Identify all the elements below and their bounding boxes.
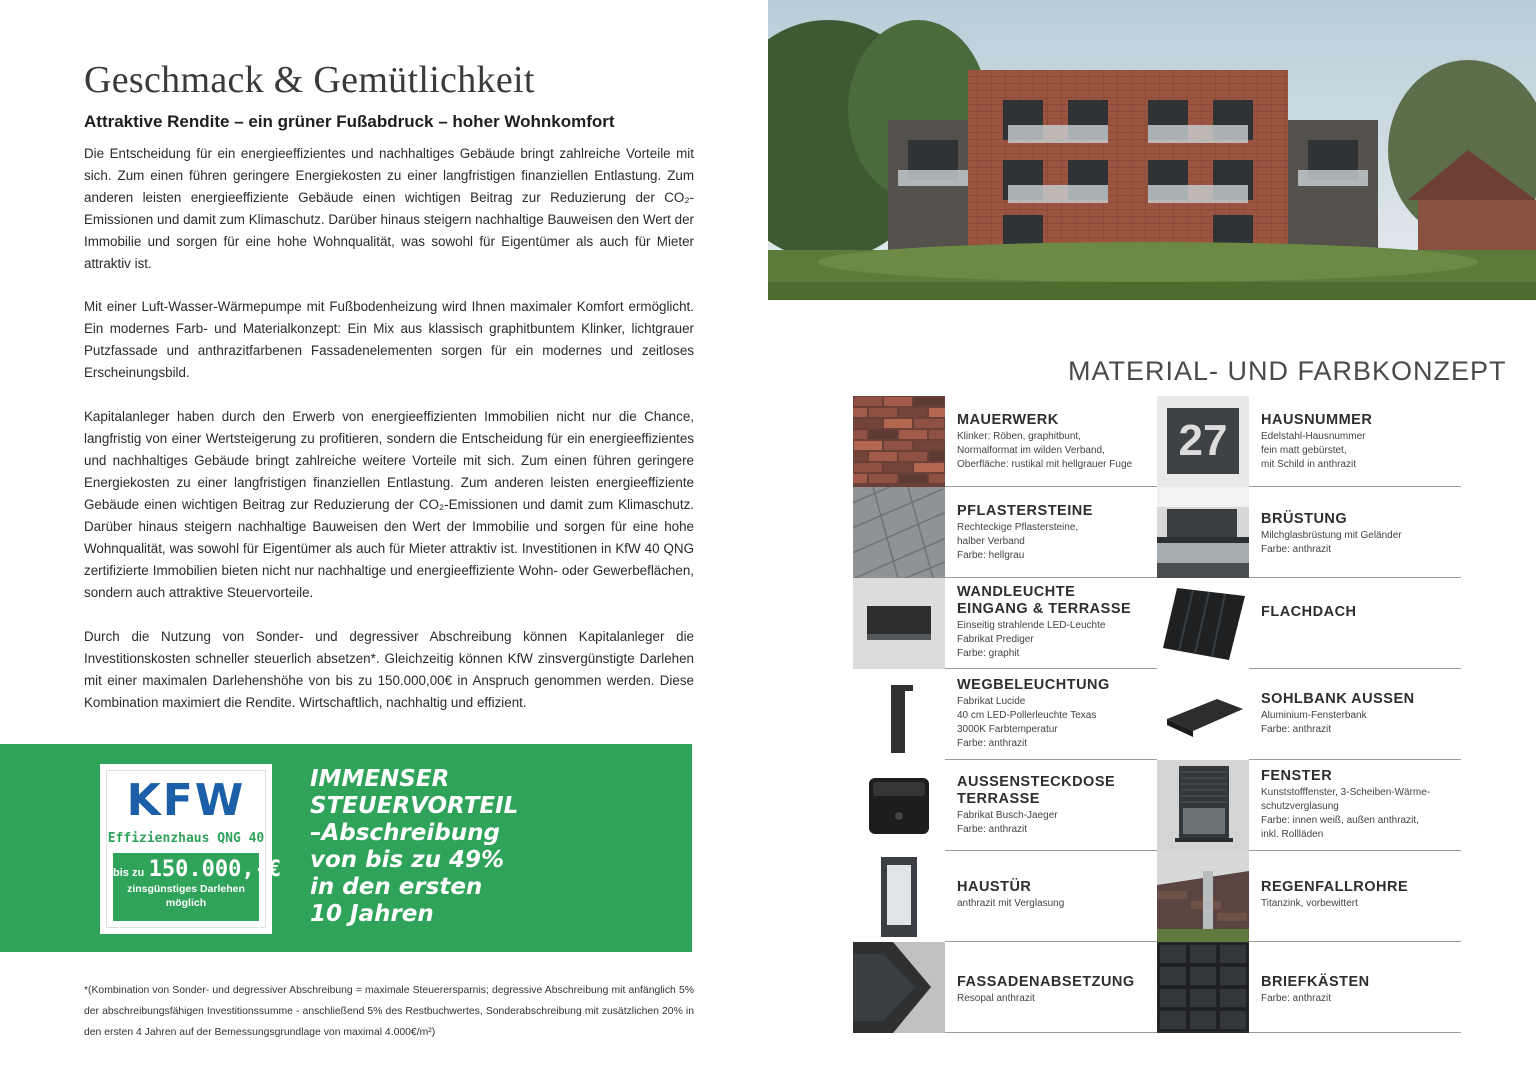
kfw-efficiency-label: Effizienzhaus QNG 40 <box>107 831 265 846</box>
material-label: FLACHDACH <box>1261 604 1357 620</box>
material-description <box>1261 897 1461 911</box>
material-info <box>1249 669 1461 760</box>
material-label: WANDLEUCHTE <box>957 584 1076 600</box>
brick-wall-icon <box>853 396 945 487</box>
material-item-fenster <box>1157 760 1461 851</box>
material-info <box>945 578 1157 669</box>
material-description <box>957 695 1157 751</box>
material-label: HAUSNUMMER <box>1261 412 1373 428</box>
tax-line-1: IMMENSER <box>310 766 450 792</box>
material-description <box>1261 709 1461 737</box>
outdoor-socket-icon <box>853 760 945 851</box>
kfw-wordmark: KFW <box>126 775 246 826</box>
downpipe-icon <box>1157 851 1249 942</box>
paragraph-4: Durch die Nutzung von Sonder- und degressiver Abschreibung können Kapitalanleger die Investitionskosten schneller steuerlich absetzen*. Gleichzeitig können KfW zinsvergünstigte Darlehen mit einer maximalen Darlehenshöhe von bis zu 150.000,00€ in Anspruch genommen werden. Diese Kombination maximiert die Rendite. Wirtschaftlich, nachhaltig und effizient. <box>84 629 694 710</box>
desc-line: Fabrikat Lucide <box>957 696 1026 707</box>
desc-line: Aluminium-Fensterbank <box>1261 710 1367 721</box>
tax-line-6: 10 Jahren <box>310 901 434 927</box>
material-description <box>957 619 1157 661</box>
page-title: Geschmack & Gemütlichkeit <box>84 59 535 101</box>
kfw-note-2: möglich <box>165 897 207 909</box>
desc-line: Einseitig strahlende LED-Leuchte <box>957 620 1106 631</box>
desc-line: schutzverglasung <box>1261 801 1339 812</box>
desc-line: Farbe: hellgrau <box>957 550 1025 561</box>
desc-line: Oberfläche: rustikal mit hellgrauer Fuge <box>957 459 1133 470</box>
material-item-wegbeleuchtung <box>853 669 1157 760</box>
material-label: SOHLBANK AUSSEN <box>1261 691 1415 707</box>
material-info <box>1249 578 1461 669</box>
window-sill-icon <box>1157 669 1249 760</box>
paving-stones-icon <box>853 487 945 578</box>
material-label: WEGBELEUCHTUNG <box>957 677 1110 693</box>
material-label: FASSADENABSETZUNG <box>957 974 1135 990</box>
desc-line: Fabrikat Busch-Jaeger <box>957 810 1058 821</box>
material-concept-title: MATERIAL- UND FARBKONZEPT <box>1068 356 1507 386</box>
desc-line: Farbe: anthrazit <box>1261 724 1332 735</box>
material-info <box>1249 487 1461 578</box>
desc-line: 40 cm LED-Pollerleuchte Texas <box>957 710 1097 721</box>
material-label: HAUSTÜR <box>957 879 1032 895</box>
material-description <box>1261 529 1461 557</box>
material-info <box>945 669 1157 760</box>
desc-line: Edelstahl-Hausnummer <box>1261 431 1366 442</box>
wall-lamp-icon <box>853 578 945 669</box>
material-label: BRIEFKÄSTEN <box>1261 974 1370 990</box>
window-icon <box>1157 760 1249 851</box>
desc-line: mit Schild in anthrazit <box>1261 459 1357 470</box>
desc-line: Fabrikat Prediger <box>957 634 1034 645</box>
material-item-regenfallrohre <box>1157 851 1461 942</box>
footnote: *(Kombination von Sonder- und degressiver Abschreibung = maximale Steuerersparnis; degressive Abschreibung mit anfänglich 5% der abschreibungsfähigen Investitionssumme - anschließend 5% des Restbuchwertes, Sonderabschreibung mit zusätzlichen 20% in den ersten 4 Jahren auf der Bemessungsgrundlage von maximal 4.000€/m²) <box>84 985 694 1038</box>
tax-line-4: von bis zu 49% <box>310 847 505 873</box>
material-item-hausnummer <box>1157 396 1461 487</box>
building-rendering <box>768 0 1536 300</box>
material-description <box>957 521 1157 563</box>
desc-line: Titanzink, vorbewittert <box>1261 898 1358 909</box>
material-grid <box>853 396 1461 1036</box>
paragraph-3: Kapitalanleger haben durch den Erwerb von energieeffizienten Immobilien nicht nur die Chance, langfristig von einer Wertsteigerung zu profitieren, sondern die Entscheidung für ein energieeffizientes und nachhaltiges Gebäude bringt zahlreiche weitere Vorteile mit sich. Zum einen führen geringere Energiekosten zu einer langfristigen finanziellen Entlastung. Zum anderen leisten energieeffiziente Gebäude einen wichtigen Beitrag zur Reduzierung der CO₂-Emissionen und damit zum Klimaschutz. Darüber hinaus steigern nachhaltige Bauweisen den Wert der Immobilie und sorgen für eine hohe Wohnqualität, was sowohl für Eigentümer als auch für Mieter attraktiv ist. Investitionen in KfW 40 QNG zertifizierte Immobilien bieten nicht nur nachhaltige und energieeffiziente Wohn- oder Gewerbeflächen, sondern auch attraktive Steuervorteile. <box>84 409 694 600</box>
desc-line: Farbe: anthrazit <box>1261 544 1332 555</box>
material-item-wandleuchte <box>853 578 1157 669</box>
desc-line: Normalformat im wilden Verband, <box>957 445 1105 456</box>
material-item-aussensteckdose <box>853 760 1157 851</box>
desc-line: Farbe: graphit <box>957 648 1020 659</box>
material-item-haustuer <box>853 851 1157 942</box>
material-label: BRÜSTUNG <box>1261 511 1348 527</box>
kfw-logo <box>100 764 282 934</box>
material-label: MAUERWERK <box>957 412 1059 428</box>
kfw-note-1: zinsgünstiges Darlehen <box>127 883 245 895</box>
desc-line: Rechteckige Pflastersteine, <box>957 522 1079 533</box>
desc-line: Klinker: Röben, graphitbunt, <box>957 431 1081 442</box>
tax-line-5: in den ersten <box>310 874 483 900</box>
material-info <box>945 396 1157 487</box>
flat-roof-icon <box>1157 578 1249 669</box>
desc-line: anthrazit mit Verglasung <box>957 898 1065 909</box>
material-item-bruestung <box>1157 487 1461 578</box>
material-info <box>1249 396 1461 487</box>
material-description <box>957 430 1157 472</box>
material-item-fassadenabsetzung <box>853 942 1157 1033</box>
front-door-icon <box>853 851 945 942</box>
house-number-plate: 27 <box>1167 408 1239 474</box>
material-description <box>957 992 1157 1006</box>
material-label: REGENFALLROHRE <box>1261 879 1409 895</box>
desc-line: fein matt gebürstet, <box>1261 445 1347 456</box>
tax-line-3: –Abschreibung <box>310 820 500 846</box>
kfw-amount: 150.000,-€ <box>148 857 282 882</box>
material-info <box>945 851 1157 942</box>
material-item-briefkaesten <box>1157 942 1461 1033</box>
material-item-pflastersteine <box>853 487 1157 578</box>
desc-line: Farbe: innen weiß, außen anthrazit, <box>1261 815 1419 826</box>
material-info <box>945 487 1157 578</box>
page-subtitle: Attraktive Rendite – ein grüner Fußabdruck – hoher Wohnkomfort <box>84 112 615 131</box>
house-number-icon <box>1157 396 1249 487</box>
material-label-line-2: TERRASSE <box>957 791 1040 807</box>
material-info <box>1249 760 1461 851</box>
paragraph-1: Die Entscheidung für ein energieeffizientes und nachhaltiges Gebäude bringt zahlreiche Vorteile mit sich. Zum einen führen geringere Energiekosten zu einer langfristigen finanziellen Entlastung. Zum anderen leisten energieeffiziente Gebäude einen wichtigen Beitrag zur Reduzierung der CO₂-Emissionen und damit zum Klimaschutz. Darüber hinaus steigern nachhaltige Bauweisen den Wert der Immobilie und sorgen für eine hohe Wohnqualität, was sowohl für Eigentümer als auch für Mieter attraktiv ist. <box>84 146 694 271</box>
bollard-light-icon <box>853 669 945 760</box>
material-label: FENSTER <box>1261 768 1333 784</box>
desc-line: inkl. Rollläden <box>1261 829 1324 840</box>
desc-line: halber Verband <box>957 536 1025 547</box>
material-description <box>957 897 1157 911</box>
desc-line: 3000K Farbtemperatur <box>957 724 1058 735</box>
kfw-loan-badge <box>113 853 282 921</box>
material-item-mauerwerk <box>853 396 1157 487</box>
material-info <box>945 760 1157 851</box>
material-description <box>1261 430 1461 472</box>
material-description <box>1261 786 1461 842</box>
balcony-railing-icon <box>1157 487 1249 578</box>
material-description <box>1261 992 1461 1006</box>
material-item-sohlbank <box>1157 669 1461 760</box>
material-info <box>1249 851 1461 942</box>
material-label: PFLASTERSTEINE <box>957 503 1093 519</box>
desc-line: Resopal anthrazit <box>957 993 1035 1004</box>
tax-advantage-text <box>310 766 610 928</box>
material-item-flachdach <box>1157 578 1461 669</box>
desc-line: Farbe: anthrazit <box>1261 993 1332 1004</box>
tax-line-2: STEUERVORTEIL <box>310 793 519 819</box>
paragraph-2: Mit einer Luft-Wasser-Wärmepumpe mit Fußbodenheizung wird Ihnen maximaler Komfort ermöglicht. Ein modernes Farb- und Materialkonzept: Ein Mix aus klassisch graphitbuntem Klinker, lichtgrauer Putzfassade und anthrazitfarbenen Fassadenelementen sorgen für ein modernes und zeitloses Erscheinungsbild. <box>84 299 694 380</box>
material-info <box>1249 942 1461 1033</box>
material-description <box>957 809 1157 837</box>
facade-panel-icon <box>853 942 945 1033</box>
material-label: AUSSENSTECKDOSE <box>957 774 1116 790</box>
material-label-line-2: EINGANG & TERRASSE <box>957 601 1132 617</box>
mailbox-icon <box>1157 942 1249 1033</box>
material-info <box>945 942 1157 1033</box>
desc-line: Farbe: anthrazit <box>957 824 1028 835</box>
desc-line: Milchglasbrüstung mit Geländer <box>1261 530 1402 541</box>
desc-line: Farbe: anthrazit <box>957 738 1028 749</box>
desc-line: Kunststofffenster, 3-Scheiben-Wärme- <box>1261 787 1431 798</box>
kfw-amount-prefix: bis zu <box>113 867 145 879</box>
